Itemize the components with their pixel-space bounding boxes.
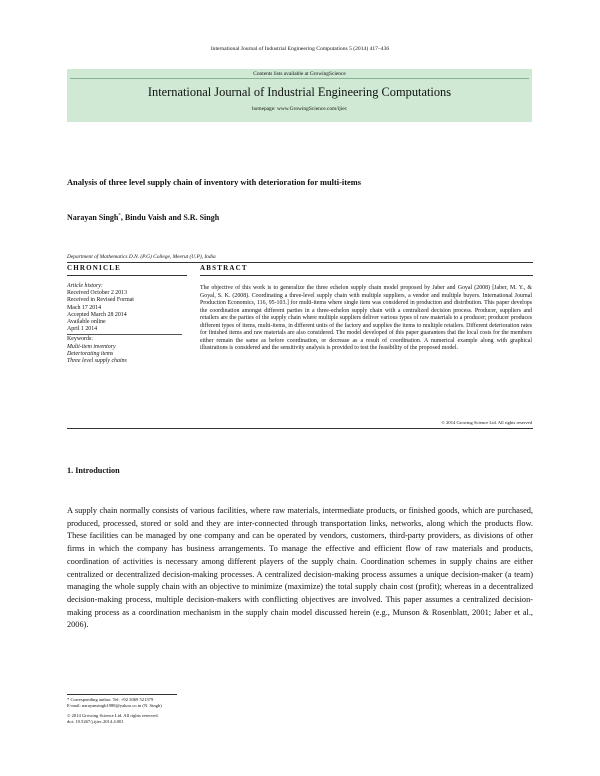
banner-divider [70, 78, 529, 79]
history-line: Accepted March 28 2014 [67, 311, 127, 318]
footnote-doi[interactable]: doi: 10.5267/j.ijiec.2014.4.001 [67, 719, 124, 725]
abstract-text: The objective of this work is to generalize the three echelon supply chain model proposed by Jaber and Goyal (2008) [Jaber, M. Y., & Goyal, S. K. (2008). Coordinating a three-level supply chain with multiple suppliers, a vendor and multiple buyers. International Journal Production Economics, 116, 95-103.] for multi-items where single item was considered in production and distribution. This paper develops the coordination amongst different parties in a three-echelon supply chain with a centralized decision process. Producer, suppliers and retailers are the parties of the supply chain where multiple suppliers deliver various types of raw materials to a producer; producer produces different types of items, multi-items, in different units of the factory and supplies the items to multiple retailers. Different deterioration rates for finished items and raw materials are also considered. The model developed of this paper guarantees that the local costs for the members either remain the same as before coordination, or decrease as a result of coordination. A numerical example along with graphical illustrations is considered and the sensitivity analysis is provided to test the feasibility of the proposed model. [200, 285, 532, 351]
chronicle-heading: CHRONICLE [67, 264, 121, 272]
section-heading-introduction: 1. Introduction [67, 466, 120, 475]
journal-homepage[interactable]: homepage: www.GrowingScience.com/ijiec [251, 106, 347, 112]
corresponding-mark: * [118, 213, 121, 219]
article-history [67, 283, 182, 365]
keyword-item: Three level supply chains [67, 358, 127, 365]
footnote-copyright: © 2014 Growing Science Ltd. All rights reserved. [67, 712, 159, 718]
history-line: April 1 2014 [67, 326, 98, 333]
abstract-copyright: © 2014 Growing Science Ltd. All rights reserved [441, 420, 532, 425]
paper-title: Analysis of three level supply chain of inventory with deterioration for multi-items [67, 178, 361, 187]
journal-title: International Journal of Industrial Engineering Computations [147, 85, 452, 99]
header-rule-bottom [67, 428, 533, 429]
history-divider [67, 334, 182, 335]
abstract-heading: ABSTRACT [200, 264, 248, 272]
header-rule-top [67, 262, 533, 263]
history-line: Received in Revised Format [67, 297, 134, 304]
introduction-paragraph: A supply chain normally consists of various facilities, where raw materials, intermediate products, or finished goods, which are purchased, produced, processed, stored or sold and they are inter-connected through transportation links, networks, along which the products flow. These facilities can be managed by one company and can be operated by vendors, customers, third-party providers, as divisions of other firms in which the company has business arrangements. To manage the effective and efficient flow of raw materials and products, coordination of activities is necessary among different players of the supply chain. Coordination schemes in supply chains are either centralized or decentralized decision-making processes. A centralized decision-making process assumes a unique decision-maker (a team) managing the whole supply chain with an objective to minimize (maximize) the total supply chain cost (profit); whereas in a decentralized decision-making process, multiple decision-makers with conflicting objectives are involved. This paper assumes a centralized decision-making process as a coordination mechanism in the supply chain model discussed herein (e.g., Munson & Rosenblatt, 2001; Jaber et al., 2006). [67, 506, 533, 630]
history-line: Mach 17 2014 [67, 304, 102, 311]
contents-availability: Contents lists available at GrowingScience [253, 71, 346, 77]
keywords-label: Keywords: [67, 336, 93, 343]
author-line [67, 213, 219, 222]
footnotes [67, 697, 162, 726]
co-authors: , Bindu Vaish and S.R. Singh [120, 213, 220, 222]
footnote-email[interactable]: E-mail: narayansingh1988@yahoo.co.in (N. Singh) [67, 703, 162, 709]
history-line: Received October 2 2013 [67, 290, 128, 297]
history-label: Article history: [67, 283, 103, 289]
history-line: Available online [67, 319, 106, 326]
abstract-rule [200, 275, 533, 276]
affiliation: Department of Mathematics D.N. (P.G) College, Meerut (U.P), India [67, 254, 216, 260]
footnote-corresponding: * Corresponding author. Tel: +92 3069 521379 [67, 697, 154, 702]
footnote-rule [67, 694, 177, 695]
journal-banner [67, 69, 532, 122]
keyword-item: Multi-item inventory [67, 343, 116, 350]
corresponding-author: Narayan Singh [67, 213, 119, 222]
keyword-item: Deteriorating items [67, 350, 114, 357]
running-head: International Journal of Industrial Engineering Computations 5 (2014) 417–436 [210, 46, 390, 52]
chronicle-rule [67, 275, 187, 276]
